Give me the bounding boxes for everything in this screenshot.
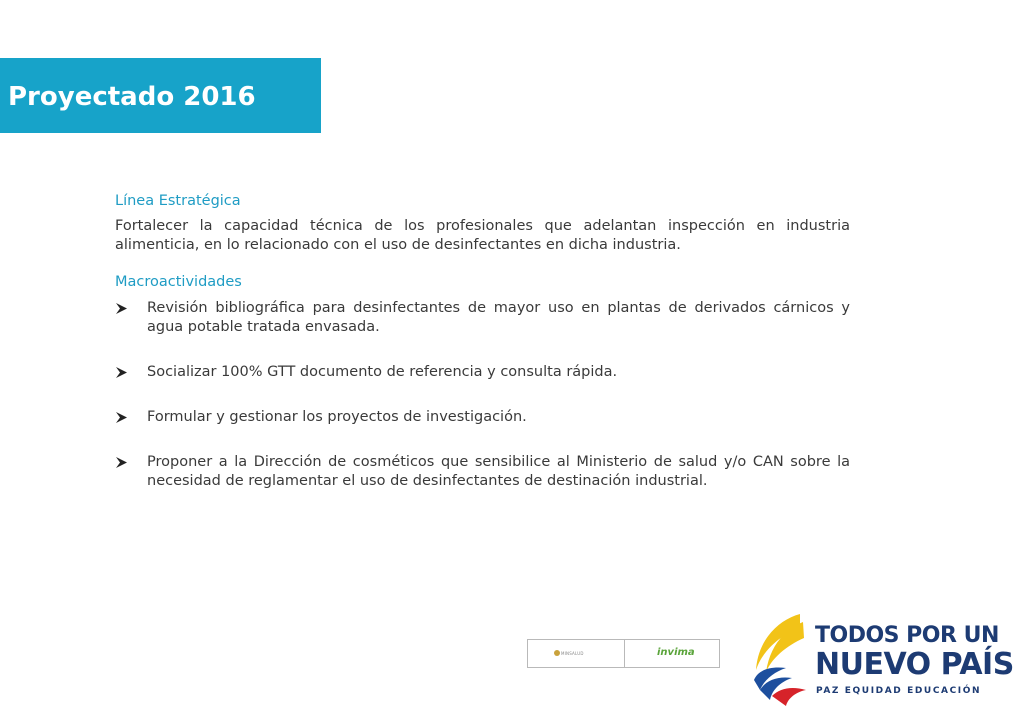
- colombia-flag-swoosh-icon: [748, 610, 818, 708]
- slogan-line-3: PAZ EQUIDAD EDUCACIÓN: [816, 686, 982, 696]
- slogan-line-2: NUEVO PAÍS: [815, 647, 1014, 682]
- arrowhead-bullet-icon: [115, 456, 128, 469]
- list-item-text: Socializar 100% GTT documento de referencia y consulta rápida.: [147, 364, 618, 380]
- arrowhead-bullet-icon: [115, 302, 128, 315]
- list-item-text: Proponer a la Dirección de cosméticos que sensibilice al Ministerio de salud y/o CAN sobre la necesidad de reglamentar el uso de desinfectantes de destinación industrial.: [147, 454, 850, 489]
- partner-logos-box: [527, 639, 720, 668]
- macroactivities-heading: Macroactividades: [115, 274, 242, 290]
- arrowhead-bullet-icon: [115, 366, 128, 379]
- strategic-line-text: Fortalecer la capacidad técnica de los profesionales que adelantan inspección en industria alimenticia, en lo relacionado con el uso de desinfectantes en dicha industria.: [115, 218, 850, 253]
- invima-logo: invima: [657, 647, 695, 658]
- minsalud-seal-icon: [554, 650, 560, 656]
- list-item-text: Formular y gestionar los proyectos de investigación.: [147, 409, 527, 425]
- macroactivities-list: [115, 299, 850, 491]
- government-slogan-logo: [748, 610, 1014, 708]
- logo-divider: [624, 640, 625, 667]
- slide-title: Proyectado 2016: [8, 82, 256, 112]
- strategic-line-heading: Línea Estratégica: [115, 193, 241, 209]
- minsalud-logo: MINSALUD: [561, 651, 584, 656]
- list-item: [115, 363, 850, 382]
- slogan-line-1: TODOS POR UN: [815, 623, 999, 648]
- arrowhead-bullet-icon: [115, 411, 128, 424]
- list-item: [115, 453, 850, 491]
- slide-content: [115, 192, 850, 491]
- list-item: [115, 299, 850, 337]
- list-item: [115, 408, 850, 427]
- list-item-text: Revisión bibliográfica para desinfectantes de mayor uso en plantas de derivados cárnicos y agua potable tratada envasada.: [147, 300, 850, 335]
